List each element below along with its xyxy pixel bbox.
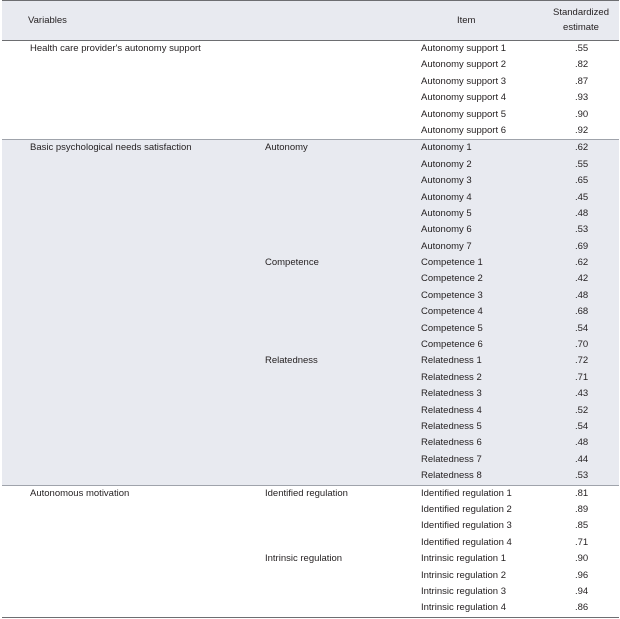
item-cell: Relatedness 3 bbox=[421, 388, 482, 400]
estimate-cell: .62 bbox=[575, 257, 589, 269]
item-cell: Relatedness 5 bbox=[421, 420, 482, 432]
estimate-cell: .92 bbox=[575, 124, 589, 136]
table-row bbox=[2, 419, 619, 435]
estimate-cell: .69 bbox=[575, 240, 589, 252]
estimate-cell: .55 bbox=[575, 158, 589, 170]
table-row bbox=[2, 435, 619, 451]
estimate-cell: .82 bbox=[575, 59, 589, 71]
table-row bbox=[2, 90, 619, 106]
item-cell: Autonomy 3 bbox=[421, 175, 472, 187]
table-row bbox=[2, 74, 619, 90]
table-row bbox=[2, 403, 619, 419]
estimate-cell: .93 bbox=[575, 92, 589, 104]
item-cell: Identified regulation 2 bbox=[421, 503, 512, 515]
estimate-cell: .90 bbox=[575, 108, 589, 120]
estimate-cell: .90 bbox=[575, 553, 589, 565]
estimate-cell: .48 bbox=[575, 289, 589, 301]
estimate-cell: .53 bbox=[575, 470, 589, 482]
table-row bbox=[2, 518, 619, 534]
table-row bbox=[2, 288, 619, 304]
header-item: Item bbox=[457, 15, 476, 26]
item-cell: Intrinsic regulation 3 bbox=[421, 585, 507, 597]
estimate-cell: .44 bbox=[575, 453, 589, 465]
item-cell: Competence 5 bbox=[421, 322, 483, 334]
item-cell: Identified regulation 1 bbox=[421, 487, 512, 499]
estimate-cell: .54 bbox=[575, 420, 589, 432]
table-row bbox=[2, 239, 619, 255]
table-row bbox=[2, 271, 619, 287]
estimate-cell: .71 bbox=[575, 536, 589, 548]
table-row bbox=[2, 452, 619, 468]
estimate-cell: .72 bbox=[575, 355, 589, 367]
table-row bbox=[2, 222, 619, 238]
estimate-cell: .42 bbox=[575, 273, 589, 285]
header-estimate-line2: estimate bbox=[563, 22, 599, 33]
table-group bbox=[2, 485, 619, 618]
table-row bbox=[2, 57, 619, 73]
estimate-cell: .43 bbox=[575, 388, 589, 400]
table-row bbox=[2, 41, 619, 57]
table-row bbox=[2, 337, 619, 353]
table-group bbox=[2, 139, 619, 484]
item-cell: Autonomy support 3 bbox=[421, 75, 507, 87]
item-cell: Competence 2 bbox=[421, 273, 483, 285]
header-estimate-line1: Standardized bbox=[553, 7, 609, 18]
table-row bbox=[2, 157, 619, 173]
item-cell: Competence 4 bbox=[421, 306, 483, 318]
table-row bbox=[2, 123, 619, 139]
item-cell: Relatedness 6 bbox=[421, 437, 482, 449]
table-row bbox=[2, 600, 619, 616]
table-row bbox=[2, 173, 619, 189]
estimate-cell: .54 bbox=[575, 322, 589, 334]
item-cell: Competence 3 bbox=[421, 289, 483, 301]
estimate-cell: .48 bbox=[575, 207, 589, 219]
subscale-cell: Relatedness bbox=[265, 355, 318, 367]
estimate-cell: .87 bbox=[575, 75, 589, 87]
item-cell: Autonomy 5 bbox=[421, 207, 472, 219]
item-cell: Autonomy support 5 bbox=[421, 108, 507, 120]
table-row bbox=[2, 584, 619, 600]
item-cell: Competence 6 bbox=[421, 339, 483, 351]
estimate-cell: .48 bbox=[575, 437, 589, 449]
table-row bbox=[2, 535, 619, 551]
estimate-cell: .52 bbox=[575, 404, 589, 416]
table-row bbox=[2, 468, 619, 484]
item-cell: Relatedness 7 bbox=[421, 453, 482, 465]
subscale-cell: Competence bbox=[265, 257, 319, 269]
estimate-cell: .96 bbox=[575, 569, 589, 581]
estimate-cell: .70 bbox=[575, 339, 589, 351]
variable-cell: Autonomous motivation bbox=[30, 487, 130, 499]
table-row bbox=[2, 551, 619, 567]
subscale-cell: Intrinsic regulation bbox=[265, 553, 343, 565]
table-row bbox=[2, 502, 619, 518]
estimate-cell: .94 bbox=[575, 585, 589, 597]
table-row bbox=[2, 190, 619, 206]
table-body bbox=[2, 41, 619, 618]
estimate-cell: .85 bbox=[575, 520, 589, 532]
table-row bbox=[2, 353, 619, 369]
estimate-cell: .68 bbox=[575, 306, 589, 318]
item-cell: Autonomy 1 bbox=[421, 142, 472, 154]
item-cell: Intrinsic regulation 4 bbox=[421, 602, 507, 614]
item-cell: Autonomy support 6 bbox=[421, 124, 507, 136]
item-cell: Relatedness 4 bbox=[421, 404, 482, 416]
item-cell: Identified regulation 3 bbox=[421, 520, 512, 532]
estimate-cell: .89 bbox=[575, 503, 589, 515]
subscale-cell: Autonomy bbox=[265, 142, 308, 154]
item-cell: Relatedness 2 bbox=[421, 371, 482, 383]
item-cell: Identified regulation 4 bbox=[421, 536, 512, 548]
item-cell: Relatedness 1 bbox=[421, 355, 482, 367]
item-cell: Autonomy support 2 bbox=[421, 59, 507, 71]
subscale-cell: Identified regulation bbox=[265, 487, 348, 499]
estimate-cell: .53 bbox=[575, 224, 589, 236]
estimates-table bbox=[2, 0, 619, 618]
estimate-cell: .62 bbox=[575, 142, 589, 154]
item-cell: Autonomy 4 bbox=[421, 191, 472, 203]
estimate-cell: .55 bbox=[575, 43, 589, 54]
table-row bbox=[2, 304, 619, 320]
header-variables: Variables bbox=[28, 15, 67, 26]
item-cell: Competence 1 bbox=[421, 257, 483, 269]
item-cell: Autonomy support 4 bbox=[421, 92, 507, 104]
estimate-cell: .45 bbox=[575, 191, 589, 203]
table-header bbox=[2, 0, 619, 41]
table-row bbox=[2, 255, 619, 271]
item-cell: Autonomy support 1 bbox=[421, 43, 507, 54]
table-row bbox=[2, 321, 619, 337]
estimate-cell: .81 bbox=[575, 487, 589, 499]
table-row bbox=[2, 386, 619, 402]
table-row bbox=[2, 486, 619, 502]
table-row bbox=[2, 370, 619, 386]
item-cell: Autonomy 6 bbox=[421, 224, 472, 236]
item-cell: Autonomy 2 bbox=[421, 158, 472, 170]
table-row bbox=[2, 140, 619, 156]
item-cell: Relatedness 8 bbox=[421, 470, 482, 482]
table-row bbox=[2, 107, 619, 123]
variable-cell: Basic psychological needs satisfaction bbox=[30, 142, 192, 154]
estimate-cell: .65 bbox=[575, 175, 589, 187]
estimate-cell: .86 bbox=[575, 602, 589, 614]
item-cell: Intrinsic regulation 1 bbox=[421, 553, 507, 565]
header-estimate bbox=[546, 5, 616, 35]
item-cell: Intrinsic regulation 2 bbox=[421, 569, 507, 581]
estimate-cell: .71 bbox=[575, 371, 589, 383]
table-row bbox=[2, 568, 619, 584]
table-row bbox=[2, 206, 619, 222]
variable-cell: Health care provider's autonomy support bbox=[30, 43, 201, 54]
table-group bbox=[2, 41, 619, 139]
item-cell: Autonomy 7 bbox=[421, 240, 472, 252]
